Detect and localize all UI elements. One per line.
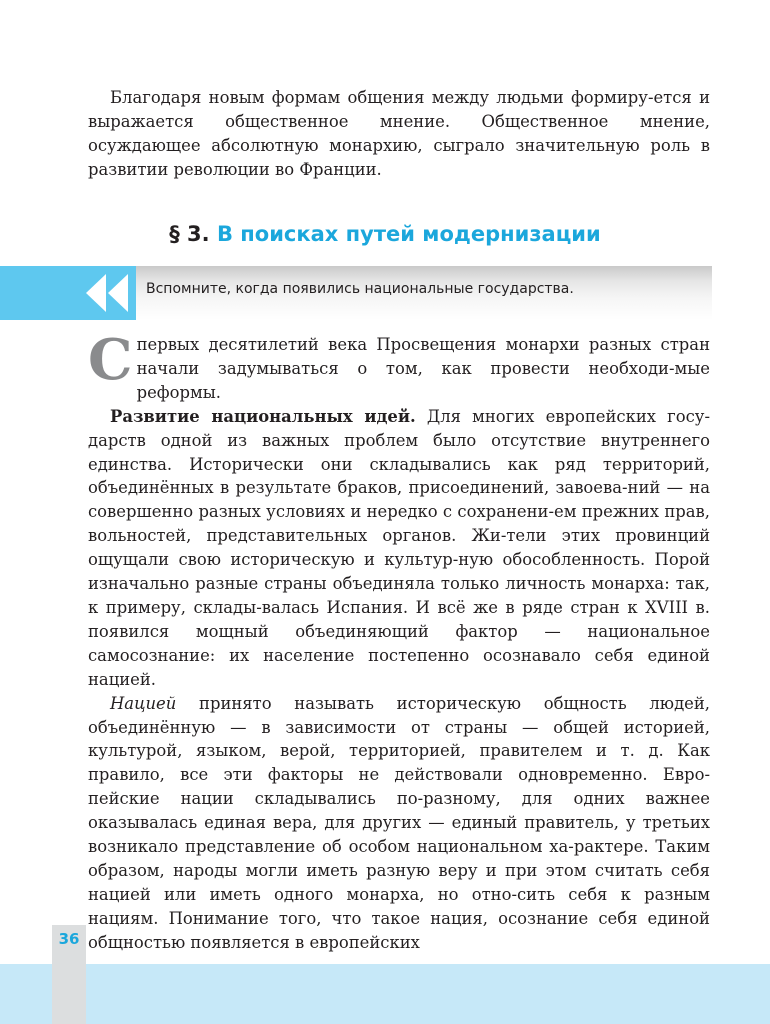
intro-text bbox=[88, 86, 710, 182]
nation-definition-paragraph bbox=[88, 692, 710, 955]
opening-paragraph-text: первых десятилетий века Просвещения монархи разных стран начали задумываться о том, как провести необходи-мые реформы. bbox=[136, 335, 710, 402]
term-nation: Нацией bbox=[110, 693, 177, 713]
intro-paragraph: Благодаря новым формам общения между людьми формиру-ется и выражается общественное мнение. Общественное мнение, осуждающее абсолютную монархию, сыграло значительную роль в развитии революции во Франции. bbox=[88, 88, 710, 179]
recall-question-text: Вспомните, когда появились национальные государства. bbox=[146, 281, 574, 297]
section-number: § 3. bbox=[169, 222, 210, 246]
national-ideas-paragraph bbox=[88, 405, 710, 692]
subsection-title: Развитие национальных идей. bbox=[110, 406, 416, 426]
footer-band bbox=[0, 964, 770, 1024]
nation-definition-text: принято называть историческую общность людей, объединённую — в зависимости от страны — общей историей, культурой, языком, верой, территорией, правителем и т. д. Как правило, все эти факторы не действовали одновременно. Евро-пейские нации складывались по-разному, для одних важнее оказывалась единая вера, для других — единый правитель, у третьих возникало представление об особом национальном ха-рактере. Таким образом, народы могли иметь разную веру и при этом считать себя нацией или иметь одного монарха, но отно-сить себя к разным нациям. Понимание того, что такое нация, осознание себя единой общностью появляется в европейских bbox=[88, 693, 710, 952]
main-text bbox=[88, 327, 710, 955]
section-title: В поисках путей модернизации bbox=[216, 222, 601, 246]
recall-question-bar bbox=[0, 266, 712, 320]
page-number: 36 bbox=[58, 930, 80, 948]
opening-paragraph bbox=[88, 327, 710, 405]
national-ideas-text: Для многих европейских госу-дарств одной из важных проблем было отсутствие внутреннего единства. Исторически они складывались как ряд территорий, объединённых в результате браков, присоединений, завоева-ний — на совершенно разных условиях и нередко с сохранени-ем прежних прав, вольностей, представительных органов. Жи-тели этих провинций ощущали свою историческую и культур-ную обособленность. Порой изначально разные страны объединяла только личность монарха: так, к примеру, склады-валась Испания. И всё же в ряде стран к XVIII в. появился мощный объединяющий фактор — национальное самосознание: их население постепенно осознавало себя единой нацией. bbox=[88, 406, 710, 689]
drop-cap: С bbox=[88, 327, 133, 393]
double-chevron-left-icon bbox=[86, 274, 128, 312]
section-heading bbox=[0, 218, 770, 250]
